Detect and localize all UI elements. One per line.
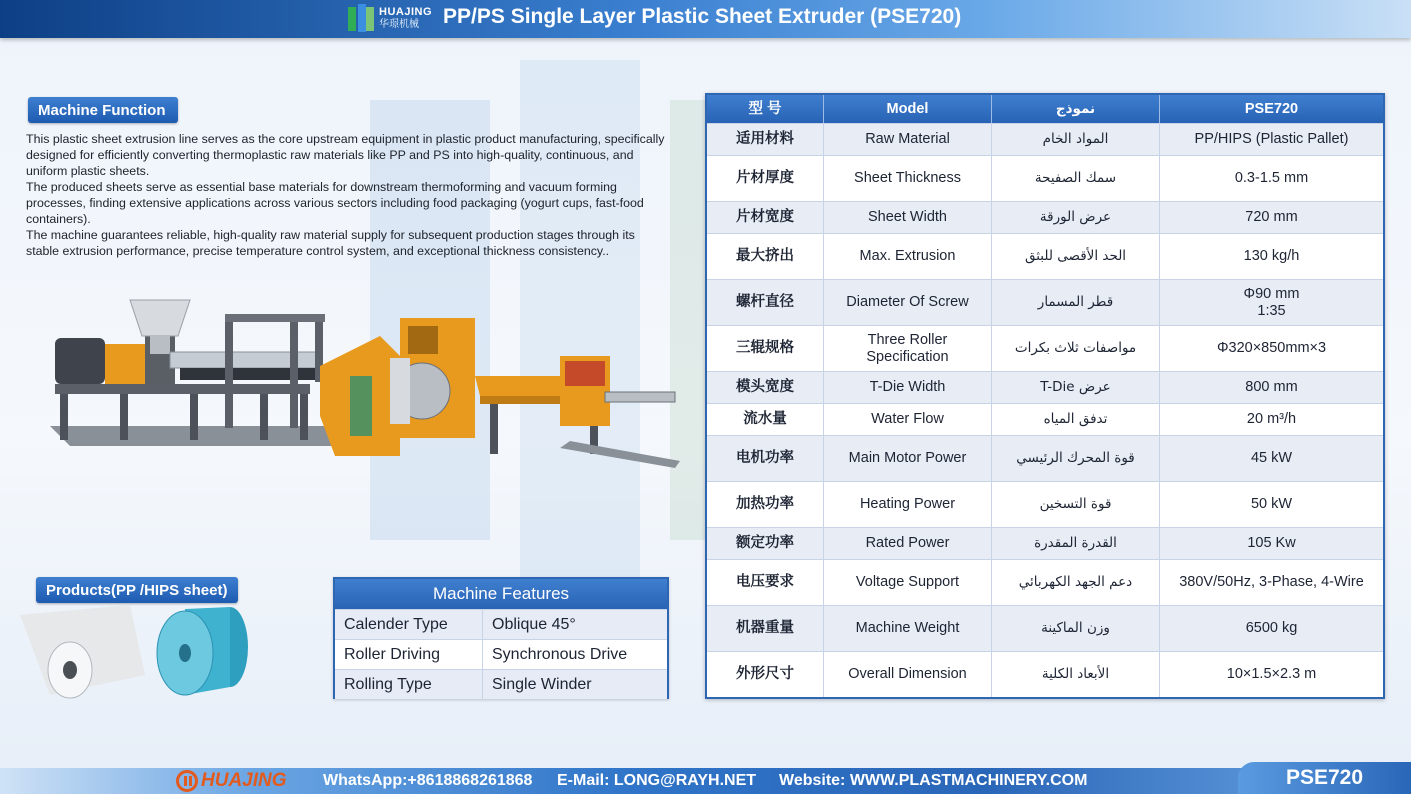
param-ar: المواد الخام	[992, 124, 1160, 155]
email-contact[interactable]: E-Mail: LONG@RAYH.NET	[557, 772, 757, 789]
whatsapp-contact[interactable]: WhatsApp:+8618868261868	[323, 772, 533, 789]
param-ar: عرض T-Die	[992, 372, 1160, 403]
param-ar: الحد الأقصى للبثق	[992, 234, 1160, 279]
param-cn: 电压要求	[707, 560, 824, 605]
param-value: 800 mm	[1245, 379, 1298, 395]
table-row	[707, 559, 1383, 605]
products-label: Products(PP /HIPS sheet)	[36, 577, 238, 603]
huajing-logo-icon	[176, 770, 198, 792]
model-tag: PSE720	[1238, 762, 1411, 794]
param-ar: عرض الورقة	[992, 202, 1160, 233]
description-paragraph: The produced sheets serve as essential base materials for downstream thermoforming and vacuum forming processes, finding extensive applications across various sectors including food packaging (yogurt cups, fast-food containers).	[26, 180, 644, 226]
param-en: Rated Power	[824, 528, 992, 559]
huajing-logo	[346, 2, 438, 34]
param-cn: 片材宽度	[707, 202, 824, 233]
param-en: Raw Material	[824, 124, 992, 155]
param-cn: 适用材料	[707, 124, 824, 155]
param-en: Three Roller Specification	[824, 326, 992, 371]
header-cn: 型 号	[707, 95, 824, 123]
param-en: Max. Extrusion	[824, 234, 992, 279]
header-model: PSE720	[1244, 100, 1299, 117]
param-cn: 电机功率	[707, 436, 824, 481]
table-row	[707, 403, 1383, 435]
table-row	[707, 279, 1383, 325]
table-row	[707, 201, 1383, 233]
footer-logo-text: HUAJING	[201, 770, 287, 791]
table-row	[707, 123, 1383, 155]
machine-function-label: Machine Function	[28, 97, 178, 123]
param-value: 130 kg/h	[1243, 248, 1300, 264]
param-value: 720 mm	[1245, 209, 1298, 225]
feature-name: Rolling Type	[335, 670, 483, 699]
param-cn: 加热功率	[707, 482, 824, 527]
param-ar: دعم الجهد الكهربائي	[992, 560, 1160, 605]
param-en: Diameter Of Screw	[824, 280, 992, 325]
param-en: T-Die Width	[824, 372, 992, 403]
table-row	[707, 605, 1383, 651]
param-en: Voltage Support	[824, 560, 992, 605]
page-title: PP/PS Single Layer Plastic Sheet Extruder (PSE720)	[443, 5, 962, 28]
feature-name: Roller Driving	[335, 640, 483, 669]
param-cn: 螺杆直径	[707, 280, 824, 325]
product-rolls-image	[20, 605, 255, 700]
features-title: Machine Features	[335, 579, 667, 609]
header-en: Model	[824, 95, 992, 123]
param-value: 0.3-1.5 mm	[1234, 170, 1309, 186]
logo-mark-icon	[346, 3, 376, 33]
param-ar: مواصفات ثلاث بكرات	[992, 326, 1160, 371]
description-paragraph: This plastic sheet extrusion line serves as the core upstream equipment in plastic product manufacturing, specifically designed for efficiently converting thermoplastic raw materials like PP and PS into high-quality, continuous, and uniform plastic sheets.	[26, 132, 665, 178]
table-row	[707, 325, 1383, 371]
machine-features-table	[333, 577, 669, 699]
table-row	[707, 435, 1383, 481]
param-value: 10×1.5×2.3 m	[1226, 666, 1317, 682]
param-ar: قوة المحرك الرئيسي	[992, 436, 1160, 481]
param-cn: 机器重量	[707, 606, 824, 651]
param-value: PP/HIPS (Plastic Pallet)	[1194, 131, 1349, 147]
param-cn: 流水量	[707, 404, 824, 435]
param-ar: الأبعاد الكلية	[992, 652, 1160, 697]
table-row	[707, 481, 1383, 527]
feature-value: Oblique 45°	[492, 615, 576, 633]
param-cn: 额定功率	[707, 528, 824, 559]
param-ar: سمك الصفيحة	[992, 156, 1160, 201]
table-row	[335, 669, 667, 699]
description-paragraph: The machine guarantees reliable, high-quality raw material supply for subsequent production stages through its stable extrusion performance, precise temperature control system, and exceptional thickness consistency..	[26, 228, 635, 258]
param-cn: 外形尺寸	[707, 652, 824, 697]
feature-name: Calender Type	[335, 610, 483, 639]
param-cn: 最大挤出	[707, 234, 824, 279]
param-en: Sheet Width	[824, 202, 992, 233]
website-link[interactable]: Website: WWW.PLASTMACHINERY.COM	[779, 772, 1088, 789]
param-value: 20 m³/h	[1246, 411, 1297, 427]
param-ar: القدرة المقدرة	[992, 528, 1160, 559]
param-cn: 模头宽度	[707, 372, 824, 403]
param-value: 50 kW	[1250, 496, 1293, 512]
param-ar: تدفق المياه	[992, 404, 1160, 435]
param-cn: 片材厚度	[707, 156, 824, 201]
table-row	[335, 609, 667, 639]
extruder-machine-illustration	[50, 296, 680, 476]
logo-text-cn: 华璟机械	[379, 18, 419, 30]
table-row	[707, 651, 1383, 697]
param-value: Φ90 mm 1:35	[1243, 285, 1300, 319]
logo-text-en: HUAJING	[379, 5, 433, 18]
table-header-row	[707, 95, 1383, 123]
param-en: Sheet Thickness	[824, 156, 992, 201]
param-value: Φ320×850mm×3	[1216, 340, 1327, 356]
param-value: 6500 kg	[1245, 620, 1298, 636]
feature-value: Synchronous Drive	[492, 645, 628, 663]
param-en: Water Flow	[824, 404, 992, 435]
param-ar: وزن الماكينة	[992, 606, 1160, 651]
table-row	[707, 371, 1383, 403]
feature-value: Single Winder	[492, 675, 592, 693]
table-row	[707, 527, 1383, 559]
param-en: Overall Dimension	[824, 652, 992, 697]
header-ar: نموذج	[992, 95, 1160, 123]
param-ar: قوة التسخين	[992, 482, 1160, 527]
param-en: Machine Weight	[824, 606, 992, 651]
param-en: Heating Power	[824, 482, 992, 527]
table-row	[707, 155, 1383, 201]
machine-function-description	[26, 131, 671, 259]
footer-logo	[176, 769, 287, 793]
param-cn: 三辊规格	[707, 326, 824, 371]
param-value: 380V/50Hz, 3-Phase, 4-Wire	[1179, 574, 1364, 590]
table-row	[335, 639, 667, 669]
specification-table	[705, 93, 1385, 699]
table-body	[707, 123, 1383, 697]
param-en: Main Motor Power	[824, 436, 992, 481]
param-ar: قطر المسمار	[992, 280, 1160, 325]
table-row	[707, 233, 1383, 279]
param-value: 105 Kw	[1247, 535, 1296, 551]
param-value: 45 kW	[1250, 450, 1293, 466]
